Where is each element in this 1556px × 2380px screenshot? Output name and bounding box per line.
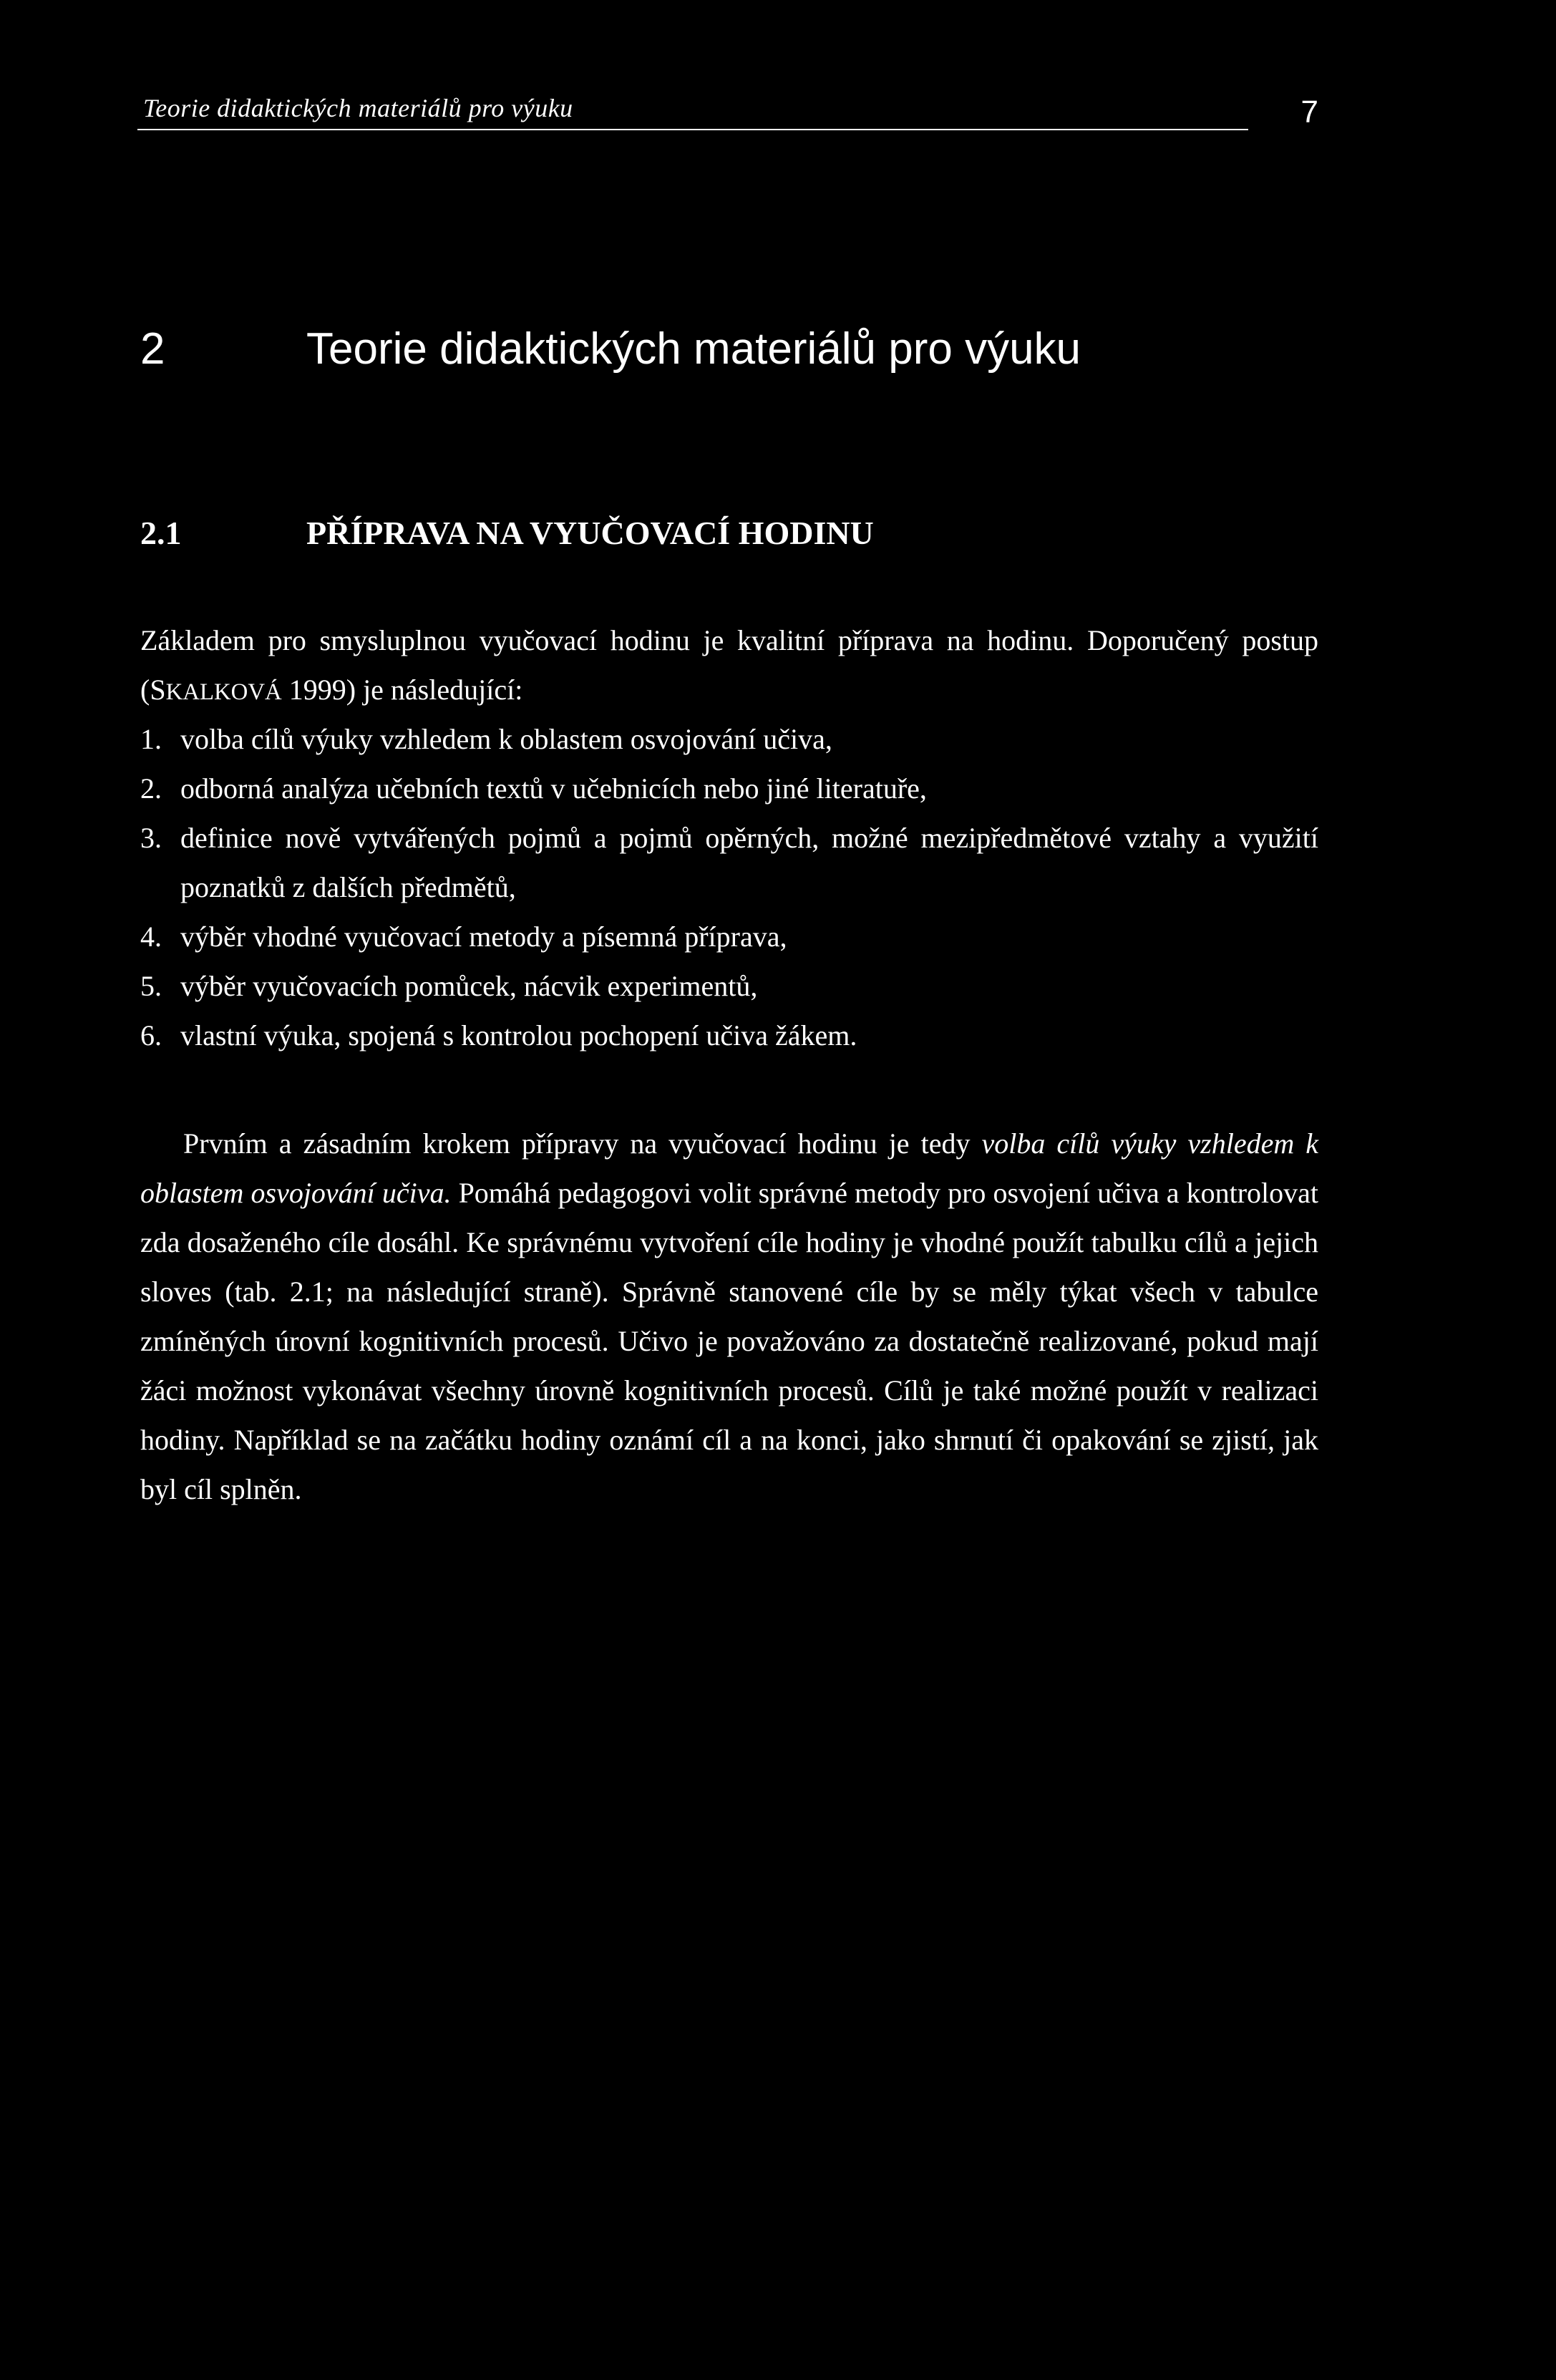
body-emphasis: volba cílů výuky vzhledem k oblastem osvojování učiva.: [140, 1127, 1318, 1209]
list-item-number: 1.: [140, 723, 162, 755]
citation-initial: S: [150, 674, 166, 706]
list-item: [140, 714, 1318, 764]
list-item-text: volba cílů výuky vzhledem k oblastem osvojování učiva,: [180, 723, 832, 755]
intro-paragraph: [140, 616, 1318, 717]
list-item-text: výběr vyučovacích pomůcek, nácvik experimentů,: [180, 970, 758, 1002]
list-item-number: 6.: [140, 1019, 162, 1051]
list-item-text: definice nově vytvářených pojmů a pojmů opěrných, možné mezipředmětové vztahy a využití poznatků z dalších předmětů,: [180, 822, 1318, 903]
list-item-number: 5.: [140, 970, 162, 1002]
list-item: [140, 764, 1318, 813]
list-item-text: odborná analýza učebních textů v učebnicích nebo jiné literatuře,: [180, 772, 927, 805]
citation-year: 1999): [281, 674, 356, 706]
body-paragraph: [140, 1119, 1318, 1514]
list-item-number: 2.: [140, 772, 162, 805]
intro-sentence-2-start: Doporučený postup (: [140, 624, 1319, 706]
list-item-text: vlastní výuka, spojená s kontrolou pochopení učiva žákem.: [180, 1019, 857, 1051]
body-lead: Prvním a zásadním krokem přípravy na vyučovací hodinu je tedy: [183, 1127, 982, 1160]
section-title: PŘÍPRAVA NA VYUČOVACÍ HODINU: [306, 515, 874, 551]
chapter-title: Teorie didaktických materiálů pro výuku: [306, 324, 1081, 374]
intro-sentence-1: Základem pro smysluplnou vyučovací hodinu je kvalitní příprava na hodinu.: [140, 624, 1074, 656]
list-item: [140, 1011, 1318, 1060]
procedure-list: [140, 714, 1318, 1060]
body-rest: Pomáhá pedagogovi volit správné metody pro osvojení učiva a kontrolovat zda dosaženého cíle dosáhl. Ke správnému vytvoření cíle hodiny je vhodné použít tabulku cílů a jejich sloves (tab. 2.1; na následující straně). Správně stanovené cíle by se měly týkat všech v tabulce zmíněných úrovní kognitivních procesů. Učivo je považováno za dostatečně realizované, pokud mají žáci možnost vykonávat všechny úrovně kognitivních procesů. Cílů je také možné použít v realizaci hodiny. Například se na začátku hodiny oznámí cíl a na konci, jako shrnutí či opakování se zjistí, jak byl cíl splněn.: [140, 1177, 1319, 1505]
running-title: Teorie didaktických materiálů pro výuku: [143, 94, 573, 122]
running-header: [137, 86, 1318, 130]
list-item-number: 3.: [140, 822, 162, 854]
intro-sentence-2-end: je následující:: [356, 674, 523, 706]
citation-author: KALKOVÁ: [165, 679, 282, 705]
chapter-number: 2: [140, 324, 165, 374]
section-number: 2.1: [140, 515, 182, 551]
list-item-number: 4.: [140, 921, 162, 953]
page-number: 7: [1300, 94, 1318, 130]
list-item: [140, 813, 1318, 912]
list-item: [140, 961, 1318, 1011]
list-item: [140, 912, 1318, 961]
list-item-text: výběr vhodné vyučovací metody a písemná příprava,: [180, 921, 787, 953]
